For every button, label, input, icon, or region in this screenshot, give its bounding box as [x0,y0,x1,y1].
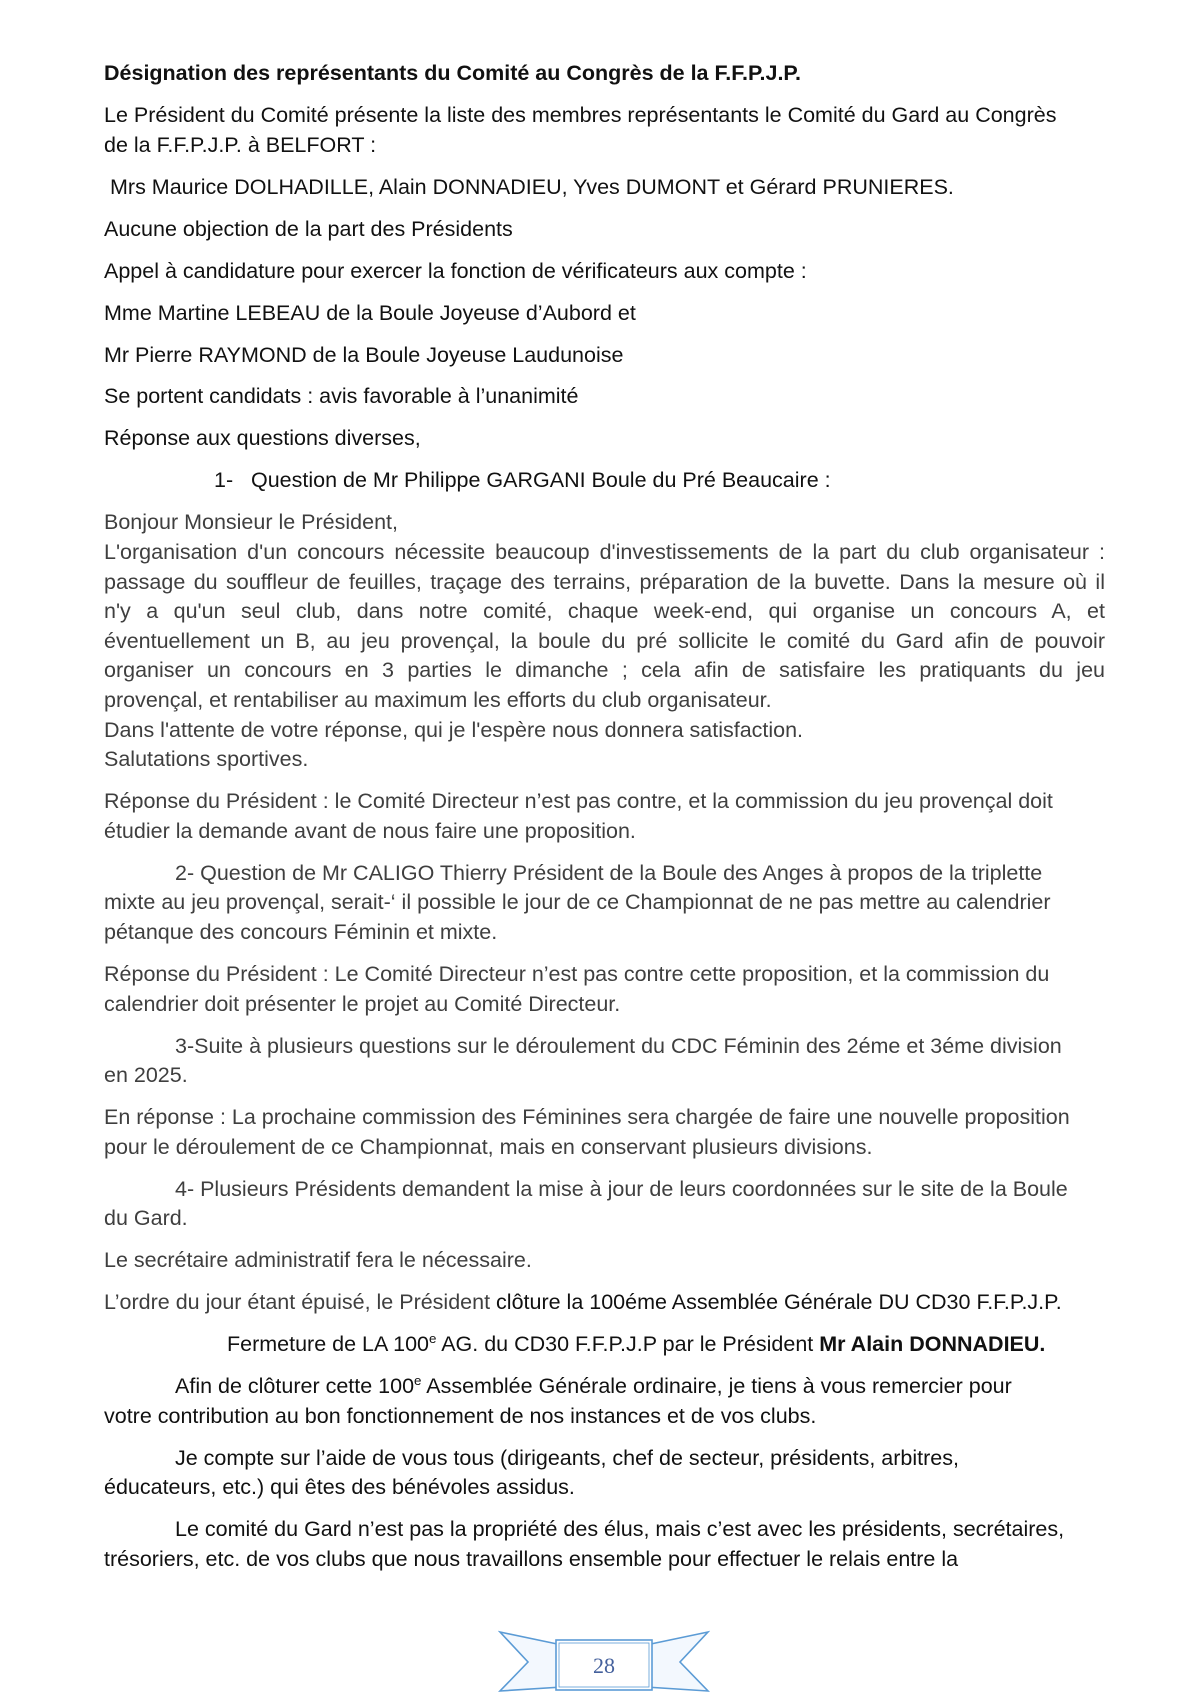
question-1-letter [104,508,1105,774]
closing-thanks [104,1372,1105,1431]
closing-title-text: AG. du CD30 F.F.P.J.P par le Président [436,1332,820,1357]
agenda-closed-part-1: L’ordre du jour étant épuisé, le Président [104,1290,491,1315]
questions-intro: Réponse aux questions diverses, [104,426,421,451]
letter-line: Bonjour Monsieur le Président, [104,510,398,535]
superscript: e [428,1331,437,1347]
text-line: calendrier doit présenter le projet au Comité Directeur. [104,991,621,1016]
text-line: 4- Plusieurs Présidents demandent la mise à jour de leurs coordonnées sur le site de la Boule [175,1176,1068,1201]
text-line: En réponse : La prochaine commission des Féminines sera chargée de faire une nouvelle proposition [104,1105,1070,1130]
text-line: 3-Suite à plusieurs questions sur le déroulement du CDC Féminin des 2éme et 3éme division [175,1033,1062,1058]
text-line: de la F.F.P.J.P. à BELFORT : [104,132,377,157]
text-line: Le Président du Comité présente la liste des membres représentants le Comité du Gard au Congrès [104,102,1057,127]
no-objection-statement: Aucune objection de la part des Présidents [104,216,513,241]
question-2 [104,859,1105,948]
text-line: pour le déroulement de ce Championnat, mais en conservant plusieurs divisions. [104,1134,873,1159]
closing-volunteers [104,1444,1105,1503]
auditor-candidate-2: Mr Pierre RAYMOND de la Boule Joyeuse Laudunoise [104,342,624,367]
closing-title-text: Fermeture de LA 100 [227,1332,429,1357]
agenda-closed-part-2: clôture la 100éme Assemblée Générale DU CD30 F.F.P.J.P. [490,1290,1062,1315]
delegate-names: Mrs Maurice DOLHADILLE, Alain DONNADIEU, Yves DUMONT et Gérard PRUNIERES. [110,174,954,199]
text-line: 2- Question de Mr CALIGO Thierry Président de la Boule des Anges à propos de la triplette [175,860,1043,885]
text-line: pétanque des concours Féminin et mixte. [104,919,498,944]
question-1-answer [104,787,1105,846]
question-2-answer [104,960,1105,1019]
text-line [104,1372,1105,1402]
text-line: Réponse du Président : le Comité Directeur n’est pas contre, et la commission du jeu provençal doit [104,789,1053,814]
question-3 [104,1032,1105,1091]
auditor-result: Se portent candidats : avis favorable à l’unanimité [104,384,579,409]
letter-line: Dans l'attente de votre réponse, qui je l'espère nous donnera satisfaction. [104,717,804,742]
agenda-closed-statement [104,1288,1105,1318]
text-line: du Gard. [104,1206,188,1231]
letter-line: éventuellement un B, au jeu provençal, la boule du pré sollicite le comité du Gard afin de pouvoir [104,628,1105,653]
closing-title [104,1330,1105,1360]
ribbon-left-tail [500,1632,562,1691]
page-number-ribbon [498,1628,710,1694]
letter-line: organiser un concours en 3 parties le dimanche ; cela afin de satisfaire les pratiquants du jeu [104,658,1105,683]
superscript: e [414,1373,422,1389]
question-number: 1- [214,468,234,493]
text-line: trésoriers, etc. de vos clubs que nous travaillons ensemble pour effectuer le relais entre la [104,1546,959,1571]
delegates-intro [104,101,1105,160]
question-title: Question de Mr Philippe GARGANI Boule du Pré Beaucaire : [251,468,831,493]
text-line: Je compte sur l’aide de vous tous (dirigeants, chef de secteur, présidents, arbitres, [175,1445,959,1470]
question-3-answer [104,1103,1105,1162]
question-1-title [104,466,1105,496]
closing-committee [104,1515,1105,1574]
question-4-answer: Le secrétaire administratif fera le nécessaire. [104,1248,532,1273]
auditor-candidate-1: Mme Martine LEBEAU de la Boule Joyeuse d’Aubord et [104,300,636,325]
text-line: en 2025. [104,1063,188,1088]
thanks-text: Assemblée Générale ordinaire, je tiens à vous remercier pour [421,1374,1012,1399]
letter-line: passage du souffleur de feuilles, traçage des terrains, préparation de la buvette. Dans la mesure où il [104,569,1105,594]
question-4 [104,1175,1105,1234]
text-line: éducateurs, etc.) qui êtes des bénévoles assidus. [104,1475,575,1500]
letter-line: provençal, et rentabiliser au maximum les efforts du club organisateur. [104,688,772,712]
thanks-text: Afin de clôturer cette 100 [175,1374,415,1399]
letter-line: L'organisation d'un concours nécessite beaucoup d'investissements de la part du club organisateur : [104,540,1105,565]
page-number: 28 [593,1653,615,1678]
letter-line: n'y a qu'un seul club, dans notre comité, chaque week-end, qui organise un concours A, et [104,599,1105,624]
letter-line: Salutations sportives. [104,747,309,772]
ribbon-right-tail [646,1632,708,1691]
section-heading: Désignation des représentants du Comité au Congrès de la F.F.P.J.P. [104,61,801,85]
text-line: Réponse du Président : Le Comité Directeur n’est pas contre cette proposition, et la commission du [104,961,1050,986]
text-line: Le comité du Gard n’est pas la propriété des élus, mais c’est avec les présidents, secrétaires, [175,1517,1065,1542]
auditor-call: Appel à candidature pour exercer la fonction de vérificateurs aux compte : [104,258,807,283]
president-name: Mr Alain DONNADIEU. [819,1332,1046,1357]
document-body [104,59,1105,1587]
text-line: votre contribution au bon fonctionnement de nos instances et de vos clubs. [104,1403,817,1428]
text-line: étudier la demande avant de nous faire une proposition. [104,818,636,843]
text-line: mixte au jeu provençal, serait-‘ il possible le jour de ce Championnat de ne pas mettre au calendrier [104,890,1051,915]
